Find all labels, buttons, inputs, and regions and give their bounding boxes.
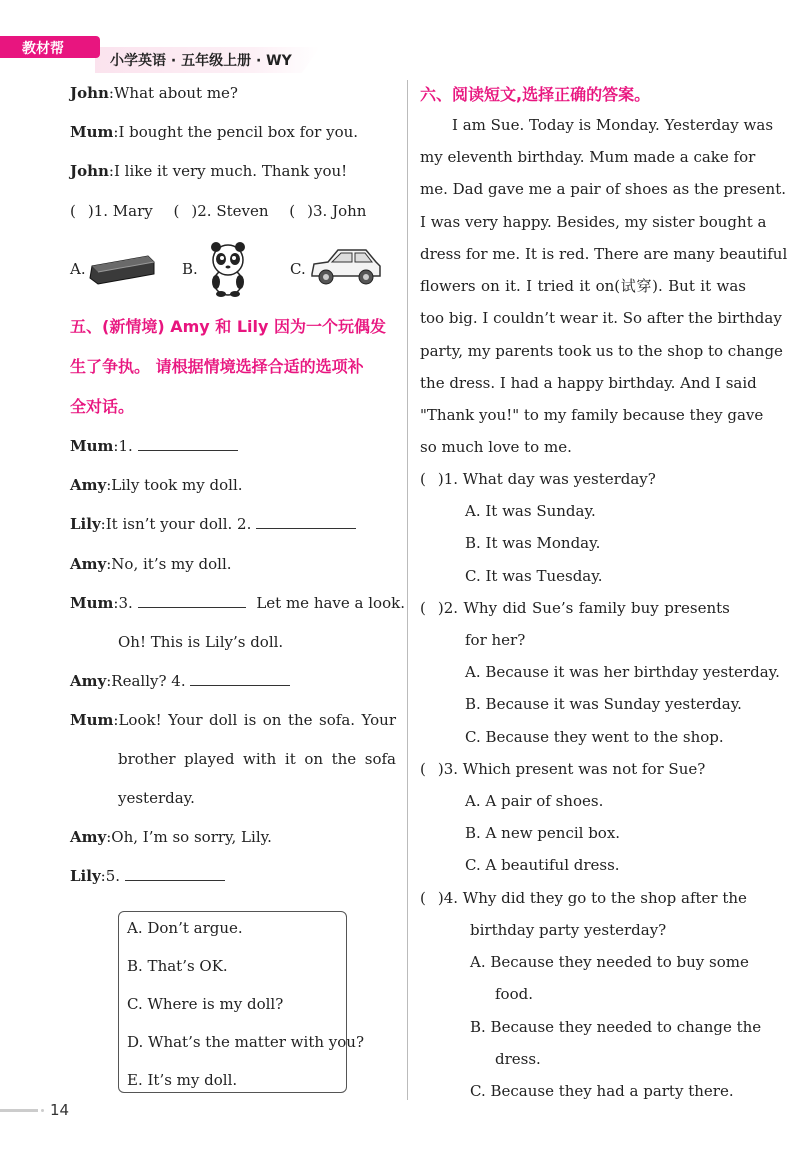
passage-line: "Thank you!" to my family because they gave [420,406,764,424]
dialogue-line: John:What about me? [70,84,238,102]
passage-line: party, my parents took us to the shop to change [420,342,783,360]
answer-blank-4[interactable] [190,671,290,686]
q3-option-c: C. A beautiful dress. [465,856,620,874]
header-title: 小学英语 · 五年级上册 · WY [110,53,292,69]
toy-car-icon [308,244,384,290]
dialogue-continuation: Oh! This is Lily’s doll. [118,633,284,651]
dialogue-line: Amy:No, it’s my doll. [70,555,232,573]
option-e: E. It’s my doll. [127,1071,238,1089]
q1-option-a: A. It was Sunday. [465,502,596,520]
passage-line: the dress. I had a happy birthday. And I said [420,374,757,392]
passage-line: my eleventh birthday. Mum made a cake for [420,148,756,166]
section5-title-line3: 全对话。 [70,397,135,416]
dialogue-line: Mum:3. Let me have a look. [70,594,405,612]
dialogue-continuation: brother played with it on the sofa [118,750,396,768]
q2-option-a: A. Because it was her birthday yesterday. [465,663,780,681]
question-1: ( )1. What day was yesterday? [420,470,656,488]
q4-option-b-continuation: dress. [495,1050,541,1068]
options-box [118,911,364,1093]
q1-option-b: B. It was Monday. [465,534,601,552]
q4-option-b: B. Because they needed to change the [470,1018,762,1036]
answer-blank-5[interactable] [125,866,225,881]
passage-line: me. Dad gave me a pair of shoes as the present. [420,180,787,198]
match-questions: ( )1. Mary ( )2. Steven ( )3. John [70,202,367,220]
section5-title-line2: 生了争执。 请根据情境选择合适的选项补 [70,357,364,376]
dialogue-line: John:I like it very much. Thank you! [70,162,348,180]
q2-option-b: B. Because it was Sunday yesterday. [465,695,742,713]
question-2-continuation: for her? [465,631,526,649]
footer-dot [41,1109,44,1112]
option-d: D. What’s the matter with you? [127,1033,364,1051]
answer-blank-3[interactable] [138,593,246,608]
page-number: 14 [50,1101,70,1119]
dialogue-line: Mum:I bought the pencil box for you. [70,123,359,141]
passage-line: dress for me. It is red. There are many beautiful [420,245,788,263]
panda-toy-icon [203,238,253,298]
q4-option-a: A. Because they needed to buy some [470,953,749,971]
passage-line: so much love to me. [420,438,572,456]
dialogue-line: Amy:Lily took my doll. [70,476,243,494]
q3-option-a: A. A pair of shoes. [465,792,604,810]
q3-option-b: B. A new pencil box. [465,824,621,842]
section6-title: 六、阅读短文,选择正确的答案。 [420,85,651,104]
picture-b-label: B. [182,260,198,278]
picture-c-label: C. [290,260,306,278]
passage-line: flowers on it. I tried it on(试穿). But it was [420,277,746,295]
option-a: A. Don’t argue. [127,919,243,937]
column-divider [407,80,408,1100]
question-4-continuation: birthday party yesterday? [470,921,667,939]
answer-blank-1[interactable] [138,436,238,451]
dialogue-line: Amy:Oh, I’m so sorry, Lily. [70,828,272,846]
q1-option-c: C. It was Tuesday. [465,567,603,585]
dialogue-line: Mum:Look! Your doll is on the sofa. Your [70,711,396,729]
dialogue-line: Lily:It isn’t your doll. 2. [70,514,356,534]
dialogue-continuation: yesterday. [118,789,195,807]
pencil-box-icon [88,252,156,288]
q2-option-c: C. Because they went to the shop. [465,728,724,746]
question-4: ( )4. Why did they go to the shop after the [420,889,747,907]
question-3: ( )3. Which present was not for Sue? [420,760,706,778]
brand-label: 教材帮 [22,41,64,57]
section5-title-line1: 五、(新情境) Amy 和 Lily 因为一个玩偶发 [70,317,386,336]
passage-line: too big. I couldn’t wear it. So after the birthday [420,309,782,327]
option-c: C. Where is my doll? [127,995,284,1013]
dialogue-line: Amy:Really? 4. [70,671,290,691]
dialogue-line: Lily:5. [70,866,225,886]
picture-a-label: A. [70,260,86,278]
dialogue-line: Mum:1. [70,436,238,456]
q4-option-c: C. Because they had a party there. [470,1082,734,1100]
option-b: B. That’s OK. [127,957,228,975]
passage-line: I was very happy. Besides, my sister bought a [420,213,767,231]
q4-option-a-continuation: food. [495,985,533,1003]
question-2: ( )2. Why did Sue’s family buy presents [420,599,730,617]
footer-rule [0,1109,38,1112]
answer-blank-2[interactable] [256,514,356,529]
passage-line: I am Sue. Today is Monday. Yesterday was [452,116,774,134]
